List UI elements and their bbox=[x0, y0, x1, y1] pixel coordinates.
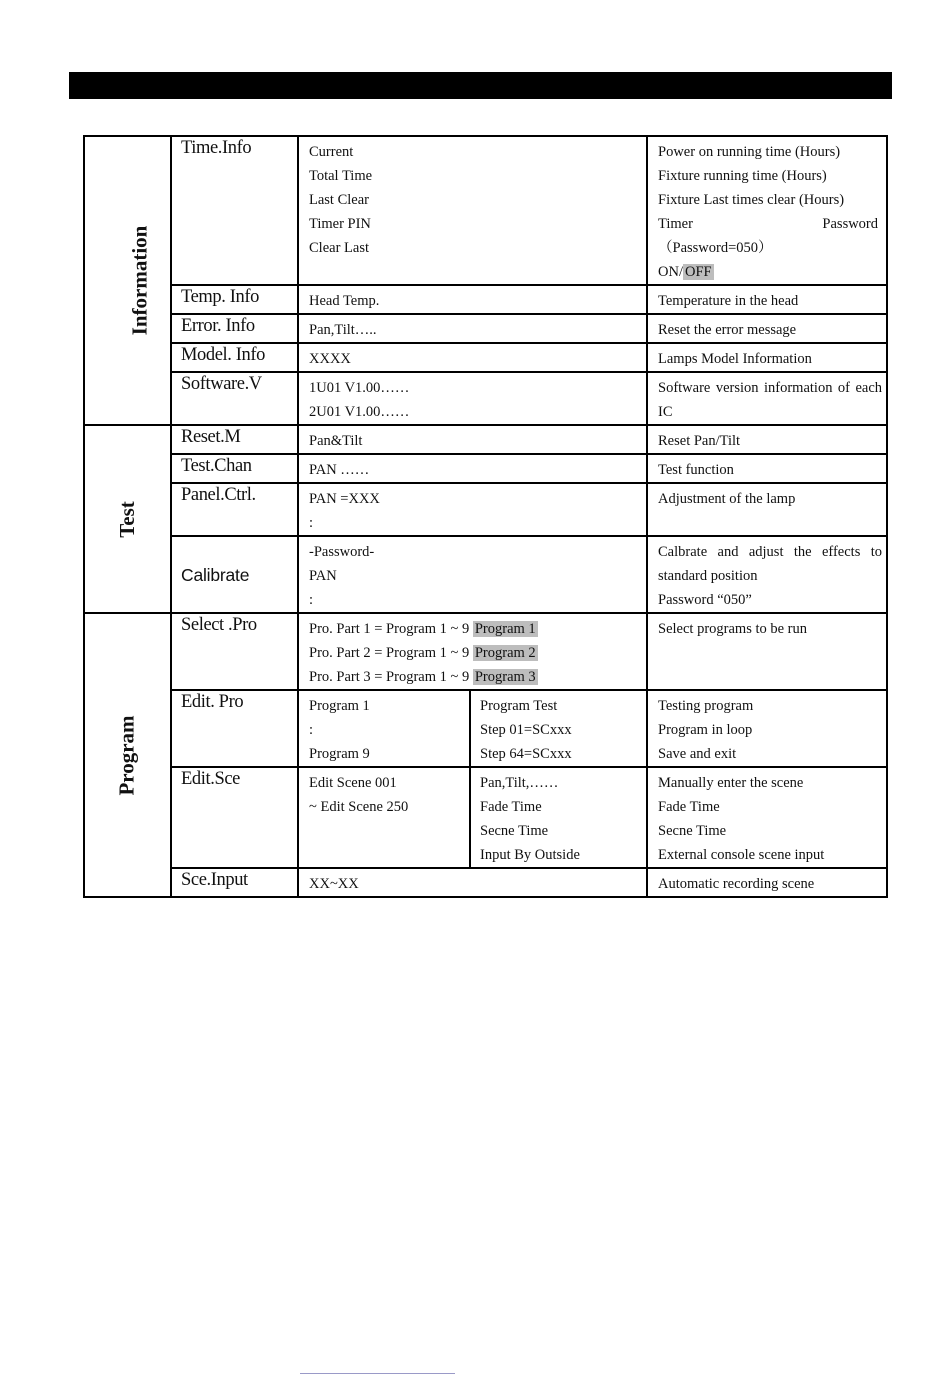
value-text: Pro. Part 3 = Program 1 ~ 9 bbox=[309, 669, 470, 685]
table-row bbox=[84, 136, 887, 285]
item-edit-sce: Edit.Sce bbox=[171, 767, 298, 868]
values-panel-ctrl bbox=[298, 483, 647, 536]
value-line: Current bbox=[309, 144, 354, 160]
desc-line: Fade Time bbox=[658, 799, 720, 815]
table-row bbox=[84, 343, 887, 372]
desc-model-info: Lamps Model Information bbox=[647, 343, 887, 372]
desc-line: Save and exit bbox=[658, 746, 737, 762]
section-label: Program bbox=[115, 714, 139, 796]
value-line: : bbox=[309, 515, 314, 531]
section-test bbox=[84, 425, 171, 613]
table-row bbox=[84, 868, 887, 897]
on-label: ON/ bbox=[658, 264, 683, 280]
values-software-v bbox=[298, 372, 647, 425]
table-row bbox=[84, 314, 887, 343]
table-row bbox=[84, 690, 887, 767]
desc-line: Software version information of each IC bbox=[658, 380, 883, 420]
value-test-chan: PAN …… bbox=[298, 454, 647, 483]
desc-line: Testing program bbox=[658, 698, 754, 714]
desc-reset-m: Reset Pan/Tilt bbox=[647, 425, 887, 454]
desc-line bbox=[658, 260, 882, 284]
item-temp-info: Temp. Info bbox=[171, 285, 298, 314]
desc-line: External console scene input bbox=[658, 847, 825, 863]
item-calibrate: Calibrate bbox=[171, 536, 298, 613]
values-time-info bbox=[298, 136, 647, 285]
item-sce-input: Sce.Input bbox=[171, 868, 298, 897]
program-highlight: Program 3 bbox=[474, 669, 536, 685]
value-line: Program 9 bbox=[309, 746, 370, 762]
value-line: Last Clear bbox=[309, 192, 369, 208]
value-line: : bbox=[309, 592, 314, 608]
desc-text: Timer bbox=[658, 216, 693, 232]
program-highlight: Program 2 bbox=[474, 645, 536, 661]
desc-test-chan: Test function bbox=[647, 454, 887, 483]
item-model-info: Model. Info bbox=[171, 343, 298, 372]
item-select-pro: Select .Pro bbox=[171, 613, 298, 690]
section-information bbox=[84, 136, 171, 425]
desc-text: Password bbox=[822, 216, 879, 232]
desc-line: （Password=050） bbox=[658, 240, 773, 256]
table-row bbox=[84, 767, 887, 868]
value-line: ~ Edit Scene 250 bbox=[309, 799, 409, 815]
value-line bbox=[309, 617, 642, 641]
value-line: 1U01 V1.00…… bbox=[309, 380, 410, 396]
section-label: Test bbox=[114, 500, 139, 538]
desc-line: Fixture running time (Hours) bbox=[658, 168, 827, 184]
table-row bbox=[84, 536, 887, 613]
value-text: Pro. Part 2 = Program 1 ~ 9 bbox=[309, 645, 470, 661]
value-line: Step 01=SCxxx bbox=[480, 722, 572, 738]
footer-underline bbox=[300, 1373, 455, 1374]
values2-edit-sce bbox=[470, 767, 647, 868]
item-edit-pro: Edit. Pro bbox=[171, 690, 298, 767]
value-model-info: XXXX bbox=[298, 343, 647, 372]
values-calibrate bbox=[298, 536, 647, 613]
value-line: 2U01 V1.00…… bbox=[309, 404, 410, 420]
desc-line: Fixture Last times clear (Hours) bbox=[658, 192, 845, 208]
item-software-v: Software.V bbox=[171, 372, 298, 425]
value-line: Edit Scene 001 bbox=[309, 775, 397, 791]
value-line: -Password- bbox=[309, 544, 375, 560]
item-time-info: Time.Info bbox=[171, 136, 298, 285]
desc-select-pro: Select programs to be run bbox=[647, 613, 887, 690]
desc-edit-pro bbox=[647, 690, 887, 767]
program-highlight: Program 1 bbox=[474, 621, 536, 637]
value-line: Program Test bbox=[480, 698, 558, 714]
off-label-highlight: OFF bbox=[685, 264, 712, 280]
value-line: Clear Last bbox=[309, 240, 369, 256]
value-text: Pro. Part 1 = Program 1 ~ 9 bbox=[309, 621, 470, 637]
item-test-chan: Test.Chan bbox=[171, 454, 298, 483]
value-line: Step 64=SCxxx bbox=[480, 746, 572, 762]
table-row bbox=[84, 454, 887, 483]
table-row bbox=[84, 372, 887, 425]
values-select-pro bbox=[298, 613, 647, 690]
table-row bbox=[84, 425, 887, 454]
item-reset-m: Reset.M bbox=[171, 425, 298, 454]
value-line bbox=[309, 641, 642, 665]
table-row bbox=[84, 483, 887, 536]
value-line: Pan,Tilt,…… bbox=[480, 775, 559, 791]
table-row bbox=[84, 285, 887, 314]
value-line: Total Time bbox=[309, 168, 373, 184]
desc-line: Program in loop bbox=[658, 722, 753, 738]
desc-line: Secne Time bbox=[658, 823, 727, 839]
value-line: Input By Outside bbox=[480, 847, 580, 863]
section-label: Information bbox=[127, 225, 152, 336]
desc-time-info bbox=[647, 136, 887, 285]
values-edit-pro bbox=[298, 690, 470, 767]
table-row bbox=[84, 613, 887, 690]
desc-software-v bbox=[647, 372, 887, 425]
value-line: Timer PIN bbox=[309, 216, 371, 232]
desc-line: Calbrate and adjust the effects to standard position bbox=[658, 544, 883, 584]
desc-error-info: Reset the error message bbox=[647, 314, 887, 343]
value-reset-m: Pan&Tilt bbox=[298, 425, 647, 454]
header-bar bbox=[69, 72, 892, 99]
value-line: Secne Time bbox=[480, 823, 549, 839]
desc-line: Manually enter the scene bbox=[658, 775, 804, 791]
desc-edit-sce bbox=[647, 767, 887, 868]
values2-edit-pro bbox=[470, 690, 647, 767]
desc-line: Power on running time (Hours) bbox=[658, 144, 841, 160]
item-panel-ctrl: Panel.Ctrl. bbox=[171, 483, 298, 536]
value-line: Program 1 bbox=[309, 698, 370, 714]
value-error-info: Pan,Tilt….. bbox=[298, 314, 647, 343]
value-line: PAN bbox=[309, 568, 337, 584]
value-line bbox=[309, 665, 642, 689]
desc-sce-input: Automatic recording scene bbox=[647, 868, 887, 897]
value-line: : bbox=[309, 722, 314, 738]
desc-line: Password “050” bbox=[658, 592, 752, 608]
desc-panel-ctrl: Adjustment of the lamp bbox=[647, 483, 887, 536]
desc-line bbox=[658, 212, 882, 236]
desc-calibrate bbox=[647, 536, 887, 613]
value-sce-input: XX~XX bbox=[298, 868, 647, 897]
value-temp-info: Head Temp. bbox=[298, 285, 647, 314]
values-edit-sce bbox=[298, 767, 470, 868]
item-error-info: Error. Info bbox=[171, 314, 298, 343]
menu-table bbox=[83, 135, 888, 898]
value-line: Fade Time bbox=[480, 799, 542, 815]
value-line: PAN =XXX bbox=[309, 491, 380, 507]
section-program bbox=[84, 613, 171, 897]
desc-temp-info: Temperature in the head bbox=[647, 285, 887, 314]
